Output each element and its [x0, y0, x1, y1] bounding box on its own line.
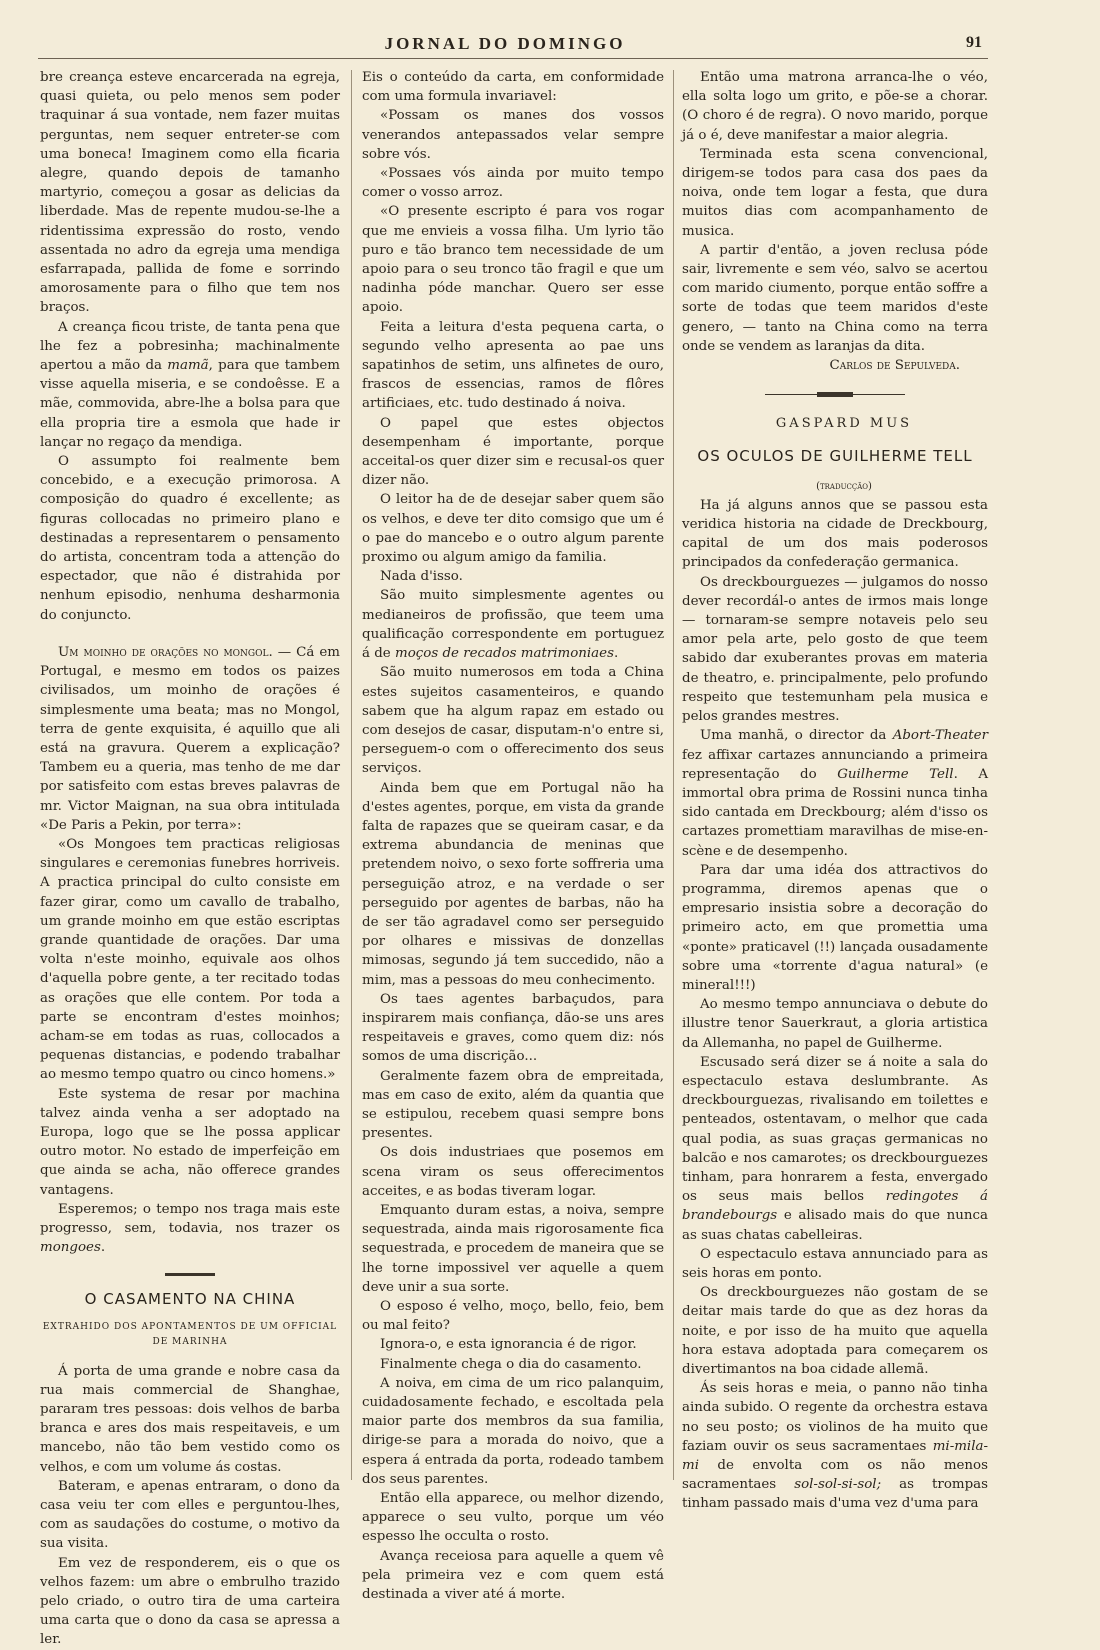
paragraph: bre creança esteve encarcerada na egreja, quasi quieta, ou pelo menos sem poder traquinar á sua vontade, nem fazer muitas perguntas, nem sequer entreter-se com uma boneca! Imaginem como ella ficaria alegre, quando depois de tamanho martyrio, começou a gosar as delicias da liberdade. Mas de repente mudou-se-lhe a ridentissima expressão do rosto, vendo assentada no adro da egreja uma mendiga esfarrapada, pallida de fome e sorrindo amorosamente para o filho que tem nos braços.: [40, 70, 340, 316]
paragraph: A partir d'então, a joven reclusa póde sair, livremente e sem véo, salvo se acertou com marido ciumento, porque então soffre a sorte de todas que teem maridos d'este genero, — tanto na China como na terra onde se vendem as laranjas da dita.: [682, 242, 988, 354]
italic-run: mi-mila-mi: [682, 1438, 988, 1474]
paragraph: Os dreckbourguezes — julgamos do nosso dever recordál-o antes de irmos mais longe — tornaram-se sempre notaveis pelo seu amor pela arte, pelo gosto de que teem sabido dar exuberantes provas em materia de theatro, e. principalmente, pelo profundo respeito que testemunham pela musica e pelos grandes mestres.: [682, 574, 988, 725]
italic-run: moços de recados matrimoniaes: [395, 646, 614, 662]
paragraph: O papel que estes objectos desempenham é importante, porque acceital-os quer dizer sim e recusal-os quer dizer não.: [362, 415, 664, 489]
paragraph: Bateram, e apenas entraram, o dono da casa veiu ter com elles e perguntou-lhes, com as saudações do costume, o motivo da sua visita.: [40, 1478, 340, 1552]
column-2: [362, 68, 664, 1603]
journal-title: JORNAL DO DOMINGO: [384, 34, 626, 53]
paragraph: O esposo é velho, moço, bello, feio, bem ou mal feito?: [362, 1299, 664, 1334]
italic-run: mamã: [167, 358, 209, 374]
paragraph: O assumpto foi realmente bem concebido, e a execução primorosa. A composição do quadro é excellente; as figuras collocadas no primeiro plano e destinadas a representarem o pensamento do artista, concentram toda a attenção do espectador, que não é distrahida por nenhum episodio, nenhuma desharmonia do conjuncto.: [40, 454, 340, 623]
article-title-oculos: OS OCULOS DE GUILHERME TELL: [697, 447, 973, 466]
paragraph: [362, 586, 664, 663]
text-run: as trompas tinham passado mais d'uma vez d'uma para: [682, 1477, 989, 1512]
paragraph: Em vez de responderem, eis o que os velhos fazem: um abre o embrulho trazido pelo criado, o outro tira de uma carteira uma carta que o dono da casa se apressa a ler.: [40, 1555, 340, 1648]
section-divider: [765, 391, 905, 398]
paragraph: Este systema de resar por machina talvez ainda venha a ser adoptado na Europa, logo que se lhe possa applicar outro motor. No estado de imperfeição em que ainda se acha, não offerece grandes vantagens.: [40, 1086, 340, 1198]
text-run: . A immortal obra prima de Rossini nunca tinha sido cantada em Dreckbourg; além d'isso os cartazes promettiam maravilhas de mise-en-scène e de desempenho.: [682, 766, 988, 859]
text-run: Ás seis horas e meia, o panno não tinha ainda subido. O regente da orchestra estava no seu posto; os violinos de ha muito que faziam ouvir os seus sacramentaes: [682, 1381, 988, 1454]
paragraph: São muito numerosos em toda a China estes sujeitos casamenteiros, e quando sabem que ha algum rapaz em estado ou com desejos de casar, disputam-n'o entre si, perseguem-o com o offerecimento dos seus serviços.: [362, 665, 664, 777]
author-name: GASPARD MUS: [775, 416, 913, 432]
header-rule: [38, 58, 988, 59]
paragraph: Ao mesmo tempo annunciava o debute do illustre tenor Sauerkraut, a gloria artistica da Allemanha, no papel de Guilherme.: [682, 997, 988, 1051]
paragraph: Os dreckbourguezes não gostam de se deitar mais tarde do que as dez horas da noite, e por isso de ha muito que aquella hora estava adoptada para começarem os divertimantos na boa cidade allemã.: [682, 1285, 988, 1377]
section-divider: [165, 1273, 215, 1276]
italic-run: Guilherme Tell: [837, 766, 954, 782]
column-1: [40, 68, 340, 1648]
paragraph: «O presente escripto é para vos rogar que me envieis a vossa filha. Um lyrio tão puro e tão branco tem necessidade de um apoio para o seu tronco tão fragil e que um nadinha póde manchar. Quero ser esse apoio.: [362, 204, 664, 316]
text-run: e alisado mais do que nunca as suas chatas cabelleiras.: [682, 1208, 988, 1243]
paragraph: «Os Mongoes tem practicas religiosas singulares e ceremonias funebres horriveis. A practica principal do culto consiste em fazer girar, como um cavallo de trabalho, um grande moinho em que estão escriptas grande quantidade de orações. Dar uma volta n'este moinho, equivale aos olhos d'aquella pobre gente, a ter recitado todas as orações que elle contem. Por toda a parte se encontram d'estes moinhos; acham-se em todas as ruas, collocados a pequenas distancias, e podendo trabalhar ao mesmo tempo quatro ou cinco homens.»: [40, 836, 340, 1083]
article-subtitle: EXTRAHIDO DOS APONTAMENTOS DE UM OFFICIAL DE MARINHA: [42, 1321, 338, 1347]
paragraph: Ignora-o, e esta ignorancia é de rigor.: [380, 1337, 637, 1353]
text-run: Esperemos; o tempo nos traga mais este progresso, sem, todavia, nos trazer os: [40, 1201, 340, 1236]
paragraph: Geralmente fazem obra de empreitada, mas em caso de exito, além da quantia que se estipulou, recebem quasi sempre bons presentes.: [362, 1068, 664, 1142]
paragraph: Nada d'isso.: [380, 569, 463, 585]
spacer: [40, 625, 340, 643]
paragraph: [40, 318, 340, 452]
italic-run: sol-sol-si-sol;: [794, 1477, 882, 1493]
paragraph: [682, 726, 988, 860]
paragraph: «Possam os manes dos vossos venerandos antepassados velar sempre sobre vós.: [362, 108, 664, 162]
paragraph: Emquanto duram estas, a noiva, sempre sequestrada, ainda mais rigorosamente fica sequestrada, e procedem de maneira que se lhe torne impossivel ver aquelle a quem deve unir a sua sorte.: [362, 1202, 664, 1295]
paragraph: «Possaes vós ainda por muito tempo comer o vosso arroz.: [362, 166, 664, 201]
text-run: Escusado será dizer se á noite a sala do espectaculo estava deslumbrante. As dreckbourguezas, rivalisando em toilettes e penteados, ostentavam, o melhor que cada qual podia, as suas graças germanicas no balcão e nos camarotes; os dreckbourguezes tinham, para honrarem a festa, envergado os seus mais bellos: [682, 1054, 988, 1205]
page-number: 91: [966, 34, 982, 51]
italic-run: redingotes á brandebourgs: [682, 1189, 988, 1224]
section-heading-moinho: Um moinho de orações no mongol.: [58, 644, 273, 660]
paragraph: Finalmente chega o dia do casamento.: [380, 1356, 642, 1372]
paragraph: [40, 643, 340, 835]
paragraph: Para dar uma idéa dos attractivos do programma, diremos apenas que o empresario insistia sobre a decoração do primeiro acto, em que promettia uma «ponte» praticavel (!!) lançada ousadamente sobre uma «torrente d'agua natural» (e mineral!!!): [682, 862, 988, 993]
italic-run: mongoes: [40, 1240, 101, 1256]
paragraph: Ha já alguns annos que se passou esta veridica historia na cidade de Dreckbourg, capital de um dos mais poderosos principados da confederação germanica.: [682, 497, 988, 571]
paragraph: [40, 1200, 340, 1258]
paragraph: [682, 1379, 988, 1513]
paragraph: Terminada esta scena convencional, dirigem-se todos para casa dos paes da noiva, onde tem logar a festa, que dura muitos dias com acompanhamento de musica.: [682, 146, 988, 239]
paragraph: Avança receiosa para aquelle a quem vê pela primeira vez e com quem está destinada a viver até á morte.: [362, 1548, 664, 1603]
column-3: [682, 68, 989, 1512]
italic-run: Abort-Theater: [892, 728, 988, 744]
paragraph: [682, 1053, 988, 1245]
paragraph: A noiva, em cima de um rico palanquim, cuidadosamente fechado, e escoltada pela maior parte dos membros da sua familia, dirige-se para a morada do noivo, que a espera á entrada da porta, rodeado tambem dos seus parentes.: [362, 1375, 664, 1487]
paragraph: O espectaculo estava annunciado para as seis horas em ponto.: [682, 1246, 988, 1281]
column-separator: [673, 70, 674, 1480]
paragraph: Então uma matrona arranca-lhe o véo, ella solta logo um grito, e põe-se a chorar. (O choro é de regra). O novo marido, porque já o é, deve manifestar a maior alegria.: [682, 70, 988, 143]
text-run: de envolta com os não menos sacramentaes: [682, 1458, 988, 1493]
article-title-casamento: O CASAMENTO NA CHINA: [84, 1290, 296, 1309]
paragraph: Á porta de uma grande e nobre casa da rua mais commercial de Shanghae, pararam tres pessoas: dois velhos de barba branca e ares dos mais respeitaveis, e um mancebo, não tão bem vestido como os velhos, e com um volume ás costas.: [40, 1363, 340, 1475]
paragraph: Então ella apparece, ou melhor dizendo, apparece o seu vulto, porque um véo espesso lhe occulta o rosto.: [362, 1491, 664, 1545]
text-run: Uma manhã, o director da: [700, 728, 893, 744]
column-separator: [351, 70, 352, 1480]
signature: Carlos de Sepulveda.: [829, 358, 960, 374]
text-run: .: [100, 1240, 106, 1256]
text-run: — Cá em Portugal, e mesmo em todos os paizes civilisados, um moinho de orações é simplesmente uma beata; mas no Mongol, terra de gente exquisita, é aquillo que ali está na gravura. Querem a explicação? Tambem eu a queria, mas tenho de me dar por satisfeito com estas breves palavras de mr. Victor Maignan, na sua obra intitulada «De Paris a Pekin, por terra»:: [40, 644, 340, 833]
text-run: .: [613, 646, 619, 662]
text-run: A creança ficou triste, de tanta pena que lhe fez a pobresinha; machinalmente apertou a mão da: [40, 319, 340, 374]
text-run: São muito simplesmente agentes ou medianeiros de profissão, que teem uma qualificação correspondente em portuguez á de: [362, 588, 664, 662]
translation-note: (traducção): [816, 480, 872, 492]
paragraph: Eis o conteúdo da carta, em conformidade com uma formula invariavel:: [362, 70, 664, 105]
text-run: , para que tambem visse aquella miseria, e se condoêsse. E a mãe, commovida, abre-lhe a bolsa para que ella propria tire a esmola que hade ir lançar no regaço da mendiga.: [40, 358, 340, 450]
paragraph: Ainda bem que em Portugal não ha d'estes agentes, porque, em vista da grande falta de rapazes que se queiram casar, e da extrema abundancia de meninas que pretendem noivo, o sexo forte soffreria uma perseguição atroz, e na verdade o ser perseguido por agentes de barbas, não ha de ser tão agradavel como ser perseguido por olhares e missivas de donzellas mimosas, segundo já tem succedido, não a mim, mas a pessoas do meu conhecimento.: [362, 780, 664, 988]
paragraph: O leitor ha de de desejar saber quem são os velhos, e deve ter dito comsigo que um é o pae do mancebo e o outro algum parente proximo ou algum amigo da familia.: [362, 492, 664, 566]
paragraph: Feita a leitura d'esta pequena carta, o segundo velho apresenta ao pae uns sapatinhos de setim, uns alfinetes de ouro, frascos de essencias, ramos de flôres artificiaes, etc. tudo destinado á noiva.: [362, 319, 664, 412]
paragraph: Os taes agentes barbaçudos, para inspirarem mais confiança, dão-se uns ares respeitaveis e graves, como quem diz: nós somos de uma discrição...: [362, 991, 664, 1065]
paragraph: Os dois industriaes que posemos em scena viram os seus offerecimentos acceites, e as bodas tiveram logar.: [362, 1145, 664, 1199]
text-run: fez affixar cartazes annunciando a primeira representação do: [682, 747, 988, 782]
